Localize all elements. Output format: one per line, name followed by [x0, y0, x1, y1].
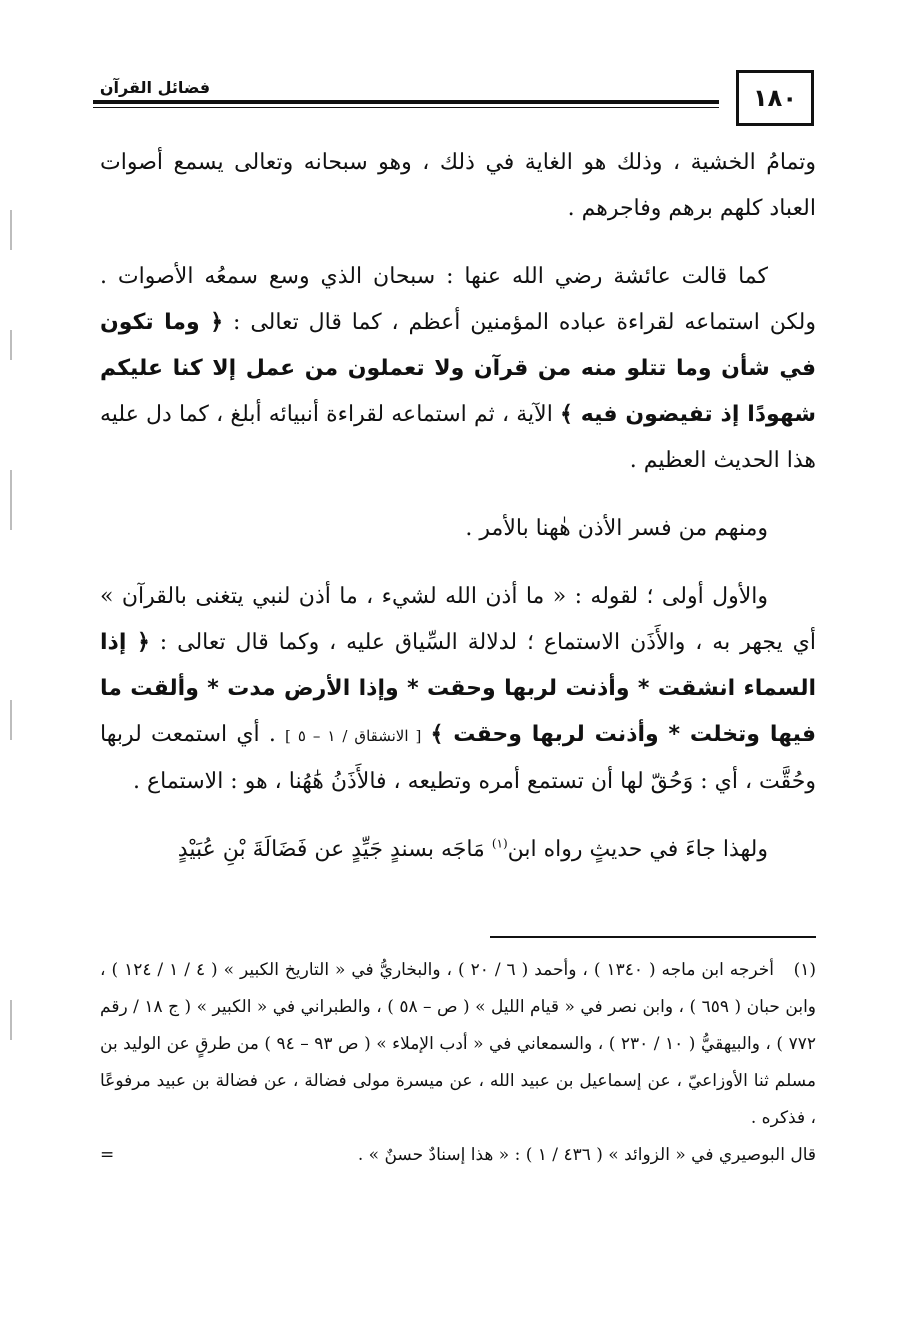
paragraph-text: . أي استمعت لربها وحُقَّت ، أي : وَحُقّ لها أن تستمع أمره وتطيعه ، فالأَذَنُ هَٰهُنا ، هو : الاستماع .	[100, 722, 816, 794]
quran-verse: ﴿ إذا السماء انشقت * وأذنت لربها وحقت * وإذا الأرض مدت * وألقت ما فيها وتخلت * وأذنت لربها وحقت ﴾	[100, 630, 817, 747]
paragraph-3	[100, 506, 816, 552]
binding-edge-mark	[10, 210, 12, 250]
footnote-separator	[490, 936, 816, 938]
header-rule	[93, 100, 719, 104]
binding-edge-mark	[10, 330, 12, 360]
page-number: ١٨٠	[736, 70, 814, 126]
quran-verse: ﴿ وما تكون في شأن وما تتلو منه من قرآن ولا تعملون من عمل إلا كنا عليكم شهودًا إذ تفيضون فيه ﴾	[100, 310, 816, 427]
binding-edge-mark	[10, 470, 12, 530]
continuation-mark: =	[100, 1145, 115, 1165]
footnote-text: قال البوصيري في « الزوائد » ( ٤٣٦ / ١ ) : « هذا إسنادٌ حسنٌ » .	[357, 1145, 816, 1165]
paragraph-2	[100, 254, 816, 484]
paragraph-4	[100, 574, 816, 805]
running-title: فضائل القرآن	[99, 78, 211, 97]
footnote-text: أخرجه ابن ماجه ( ١٣٤٠ ) ، وأحمد ( ٦ / ٢٠ ) ، والبخاريُّ في « التاريخ الكبير » ( ٤ / ١ / ١٢٤ ) ، وابن حبان ( ٦٥٩ ) ، وابن نصر في « قيام الليل » ( ص – ٥٨ ) ، والطبراني في « الكبير » ( ج ١٨ / رقم ٧٧٢ ) ، والبيهقيُّ ( ١٠ / ٢٣٠ ) ، والسمعاني في « أدب الإملاء » ( ص ٩٣ – ٩٤ ) من طرقٍ عن الوليد بن مسلم ثنا الأوزاعيّ ، عن إسماعيل بن عبيد الله ، عن ميسرة مولى فضالة ، عن فضالة بن عبيد مرفوعًا ، فذكره .	[100, 960, 816, 1128]
paragraph-1	[100, 140, 816, 232]
paragraph-5	[100, 827, 816, 873]
paragraph-text: مَاجَه بسندٍ جَيِّدٍ عن فَضَالَةَ بْنِ عُبَيْدٍ	[177, 837, 485, 862]
footnote-number: (١)	[793, 960, 816, 980]
paragraph-text: وتمامُ الخشية ، وذلك هو الغاية في ذلك ، وهو سبحانه وتعالى يسمع أصوات العباد كلهم برهم وفاجرهم .	[100, 150, 816, 221]
paragraph-text: ومنهم من فسر الأذن هٰهنا بالأمر .	[465, 516, 768, 541]
binding-edge-mark	[10, 700, 12, 740]
footnotes	[100, 952, 816, 1174]
binding-edge-mark	[10, 1000, 12, 1040]
paragraph-text: الآية ، ثم استماعه لقراءة أنبيائه أبلغ ، كما دل عليه هذا الحديث العظيم .	[100, 402, 816, 473]
main-text	[100, 140, 816, 895]
paragraph-text: كما قالت عائشة رضي الله عنها : سبحان الذي وسع سمعُه الأصوات . ولكن استماعه لقراءة عباده المؤمنين أعظم ، كما قال تعالى :	[100, 264, 816, 335]
paragraph-text: ولهذا جاءَ في حديثٍ رواه ابن	[507, 837, 768, 862]
footnote-1	[100, 952, 816, 1137]
verse-reference: [ الانشقاق / ١ – ٥ ]	[285, 727, 422, 745]
paragraph-text: والأول أولى ؛ لقوله : « ما أذن الله لشيء ، ما أذن لنبي يتغنى بالقرآن » أي يجهر به ، والأَذَن الاستماع ؛ لدلالة السِّياق عليه ، وكما قال تعالى :	[100, 584, 816, 655]
header-rule-thin	[93, 107, 719, 108]
footnote-marker[interactable]: (١)	[491, 836, 508, 851]
footnote-1-continued	[100, 1137, 816, 1174]
